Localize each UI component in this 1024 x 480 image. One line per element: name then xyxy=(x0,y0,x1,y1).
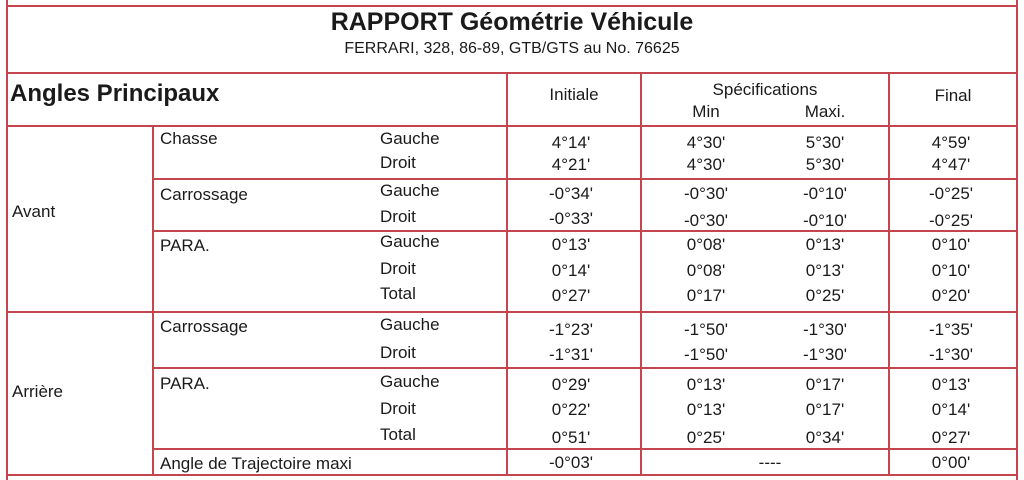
min-value: -1°50' xyxy=(683,320,729,339)
header-min: Min xyxy=(692,102,720,121)
col-divider-initial xyxy=(506,72,508,476)
side-label: Total xyxy=(380,425,416,444)
trajectory-initial: -0°03' xyxy=(548,453,594,472)
side-label: Gauche xyxy=(380,372,440,391)
col-divider-group xyxy=(152,125,154,476)
rule-header-bottom xyxy=(6,125,1018,127)
max-value: 5°30' xyxy=(805,133,845,152)
min-value: -0°30' xyxy=(683,211,729,230)
side-label: Gauche xyxy=(380,232,440,251)
min-value: -0°30' xyxy=(683,184,729,203)
initial-value: 0°22' xyxy=(551,400,591,419)
side-label: Droit xyxy=(380,343,416,362)
min-value: 0°13' xyxy=(686,400,726,419)
initial-value: -1°31' xyxy=(548,345,594,364)
initial-value: 4°21' xyxy=(551,155,591,174)
report-subtitle: FERRARI, 328, 86-89, GTB/GTS au No. 76625 xyxy=(344,40,680,57)
report-title: RAPPORT Géométrie Véhicule xyxy=(330,8,694,36)
side-label: Gauche xyxy=(380,181,440,200)
rule-top xyxy=(6,5,1018,7)
rule-avant-arriere xyxy=(6,311,1018,313)
max-value: 0°17' xyxy=(805,400,845,419)
trajectory-label: Angle de Trajectoire maxi xyxy=(160,454,352,473)
max-value: -0°10' xyxy=(802,184,848,203)
side-label: Droit xyxy=(380,259,416,278)
col-divider-final xyxy=(888,72,890,476)
initial-value: 0°13' xyxy=(551,235,591,254)
rule-header-top xyxy=(6,72,1018,74)
max-value: 0°13' xyxy=(805,261,845,280)
max-value: 0°17' xyxy=(805,375,845,394)
side-label: Total xyxy=(380,284,416,303)
max-value: 0°25' xyxy=(805,286,845,305)
min-value: 4°30' xyxy=(686,155,726,174)
item-label: PARA. xyxy=(160,236,210,255)
max-value: 0°34' xyxy=(805,428,845,447)
min-value: 4°30' xyxy=(686,133,726,152)
max-value: -0°10' xyxy=(802,211,848,230)
min-value: 0°08' xyxy=(686,261,726,280)
initial-value: 0°27' xyxy=(551,286,591,305)
final-value: 4°59' xyxy=(931,133,971,152)
final-value: -1°30' xyxy=(928,345,974,364)
item-label: Chasse xyxy=(160,129,218,148)
initial-value: 0°51' xyxy=(551,428,591,447)
max-value: 5°30' xyxy=(805,155,845,174)
final-value: 0°13' xyxy=(931,375,971,394)
final-value: -0°25' xyxy=(928,184,974,203)
min-value: 0°25' xyxy=(686,428,726,447)
side-label: Gauche xyxy=(380,129,440,148)
initial-value: 0°29' xyxy=(551,375,591,394)
group-label: Arrière xyxy=(12,382,64,401)
initial-value: 4°14' xyxy=(551,133,591,152)
side-label: Droit xyxy=(380,153,416,172)
trajectory-final: 0°00' xyxy=(931,453,971,472)
final-value: 0°27' xyxy=(931,428,971,447)
final-value: -0°25' xyxy=(928,211,974,230)
initial-value: -0°34' xyxy=(548,184,594,203)
final-value: 4°47' xyxy=(931,155,971,174)
max-value: 0°13' xyxy=(805,235,845,254)
min-value: -1°50' xyxy=(683,345,729,364)
max-value: -1°30' xyxy=(802,345,848,364)
side-label: Droit xyxy=(380,399,416,418)
final-value: -1°35' xyxy=(928,320,974,339)
side-label: Droit xyxy=(380,207,416,226)
initial-value: 0°14' xyxy=(551,261,591,280)
header-initial: Initiale xyxy=(549,85,599,104)
min-value: 0°13' xyxy=(686,375,726,394)
col-divider-specs xyxy=(640,72,642,476)
initial-value: -1°23' xyxy=(548,320,594,339)
item-label: PARA. xyxy=(160,374,210,393)
final-value: 0°10' xyxy=(931,261,971,280)
trajectory-specs: ---- xyxy=(758,453,782,472)
header-final: Final xyxy=(934,86,972,105)
section-title: Angles Principaux xyxy=(10,80,220,107)
min-value: 0°17' xyxy=(686,286,726,305)
rule-bottom xyxy=(6,474,1018,476)
final-value: 0°20' xyxy=(931,286,971,305)
group-label: Avant xyxy=(12,202,56,221)
min-value: 0°08' xyxy=(686,235,726,254)
header-max: Maxi. xyxy=(804,102,846,121)
final-value: 0°14' xyxy=(931,400,971,419)
max-value: -1°30' xyxy=(802,320,848,339)
item-label: Carrossage xyxy=(160,185,248,204)
header-specs: Spécifications xyxy=(712,80,818,99)
item-label: Carrossage xyxy=(160,317,248,336)
final-value: 0°10' xyxy=(931,235,971,254)
initial-value: -0°33' xyxy=(548,209,594,228)
side-label: Gauche xyxy=(380,315,440,334)
